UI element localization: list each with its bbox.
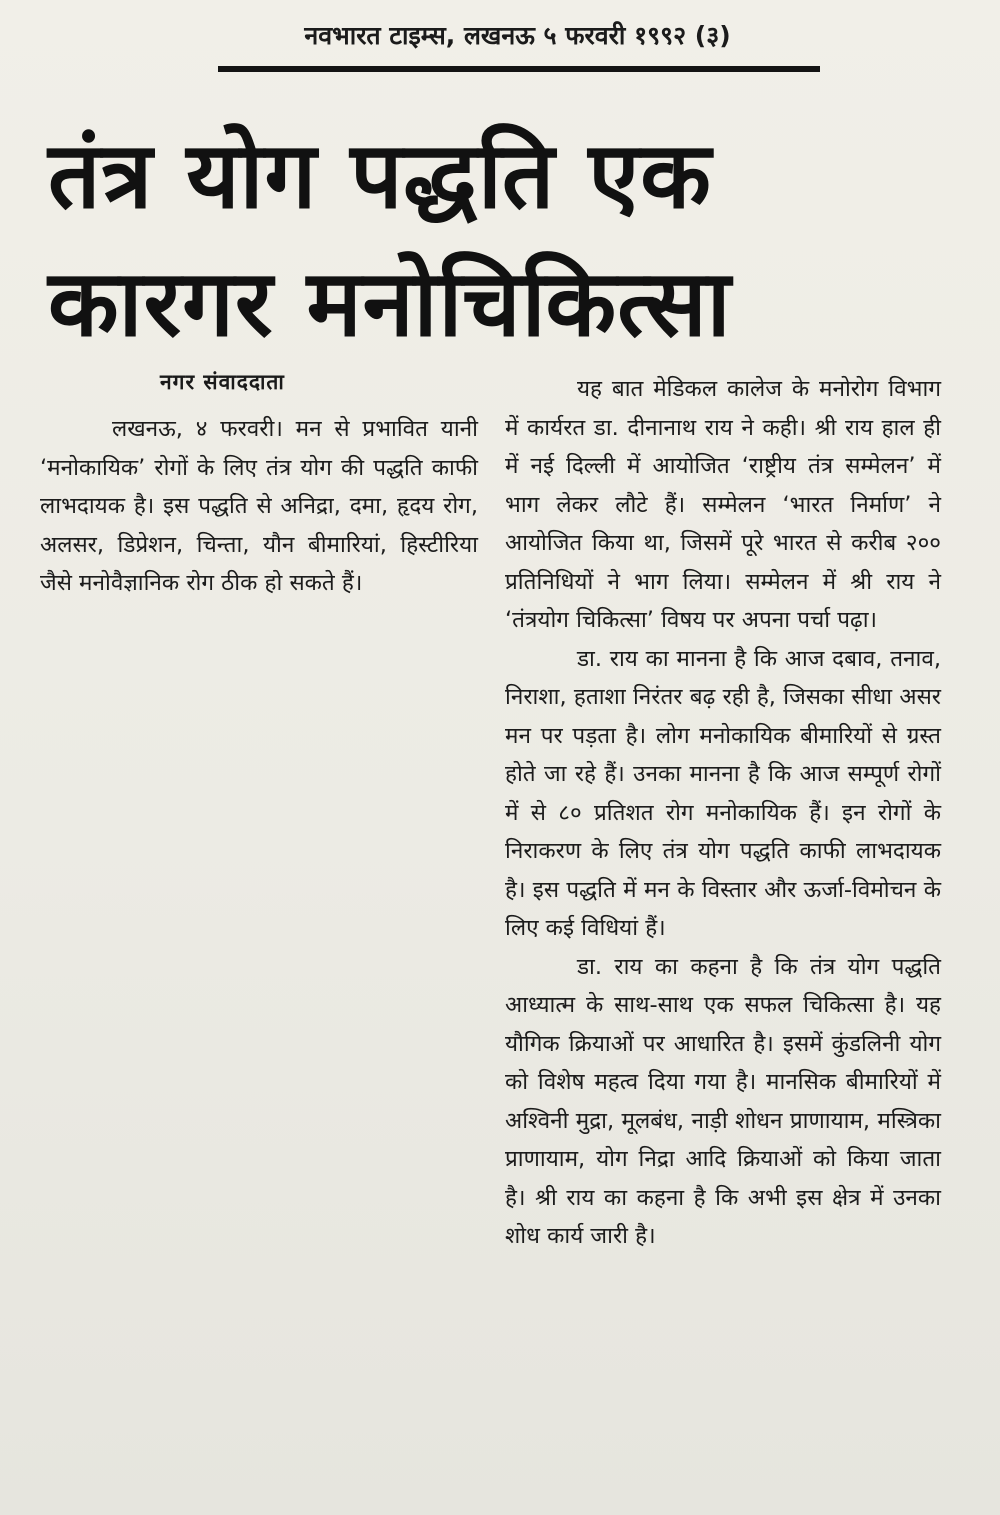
article-byline: नगर संवाददाता — [160, 370, 285, 394]
article-column-left — [40, 410, 478, 603]
article-paragraph: यह बात मेडिकल कालेज के मनोरोग विभाग में कार्यरत डा. दीनानाथ राय ने कही। श्री राय हाल ही में नई दिल्ली में आयोजित ‘राष्ट्रीय तंत्र सम्मेलन’ में भाग लेकर लौटे हैं। सम्मेलन ‘भारत निर्माण’ ने आयोजित किया था, जिसमें पूरे भारत से करीब २०० प्रतिनिधियों ने भाग लिया। सम्मेलन में श्री राय ने ‘तंत्रयोग चिकित्सा’ विषय पर अपना पर्चा पढ़ा। — [505, 376, 941, 633]
newspaper-masthead: नवभारत टाइम्स, लखनऊ ५ फरवरी १९९२ (३) — [304, 21, 731, 50]
article-paragraph: डा. राय का कहना है कि तंत्र योग पद्धति आध्यात्म के साथ-साथ एक सफल चिकित्सा है। यह यौगिक क्रियाओं पर आधारित है। इसमें कुंडलिनी योग को विशेष महत्व दिया गया है। मानसिक बीमारियों में अश्विनी मुद्रा, मूलबंध, नाड़ी शोधन प्राणायाम, मस्त्रिका प्राणायाम, योग निद्रा आदि क्रियाओं को किया जाता है। श्री राय का कहना है कि अभी इस क्षेत्र में उनका शोध कार्य जारी है। — [505, 953, 941, 1249]
article-paragraph: लखनऊ, ४ फरवरी। मन से प्रभावित यानी ‘मनोकायिक’ रोगों के लिए तंत्र योग की पद्धति काफी लाभदायक है। इस पद्धति से अनिद्रा, दमा, हृदय रोग, अलसर, डिप्रेशन, चिन्ता, यौन बीमारियां, हिस्टीरिया जैसे मनोवैज्ञानिक रोग ठीक हो सकते हैं। — [40, 416, 478, 596]
article-paragraph: डा. राय का मानना है कि आज दबाव, तनाव, निराशा, हताशा निरंतर बढ़ रही है, जिसका सीधा असर मन पर पड़ता है। लोग मनोकायिक बीमारियों से ग्रस्त होते जा रहे हैं। उनका मानना है कि आज सम्पूर्ण रोगों में से ८० प्रतिशत रोग मनोकायिक हैं। इन रोगों के निराकरण के लिए तंत्र योग पद्धति काफी लाभदायक है। इस पद्धति में मन के विस्तार और ऊर्जा-विमोचन के लिए कई विधियां हैं। — [505, 645, 941, 941]
article-headline: तंत्र योग पद्धति एक कारगर मनोचिकित्सा — [48, 122, 732, 357]
article-column-right — [505, 370, 941, 1256]
masthead-rule — [218, 66, 820, 72]
